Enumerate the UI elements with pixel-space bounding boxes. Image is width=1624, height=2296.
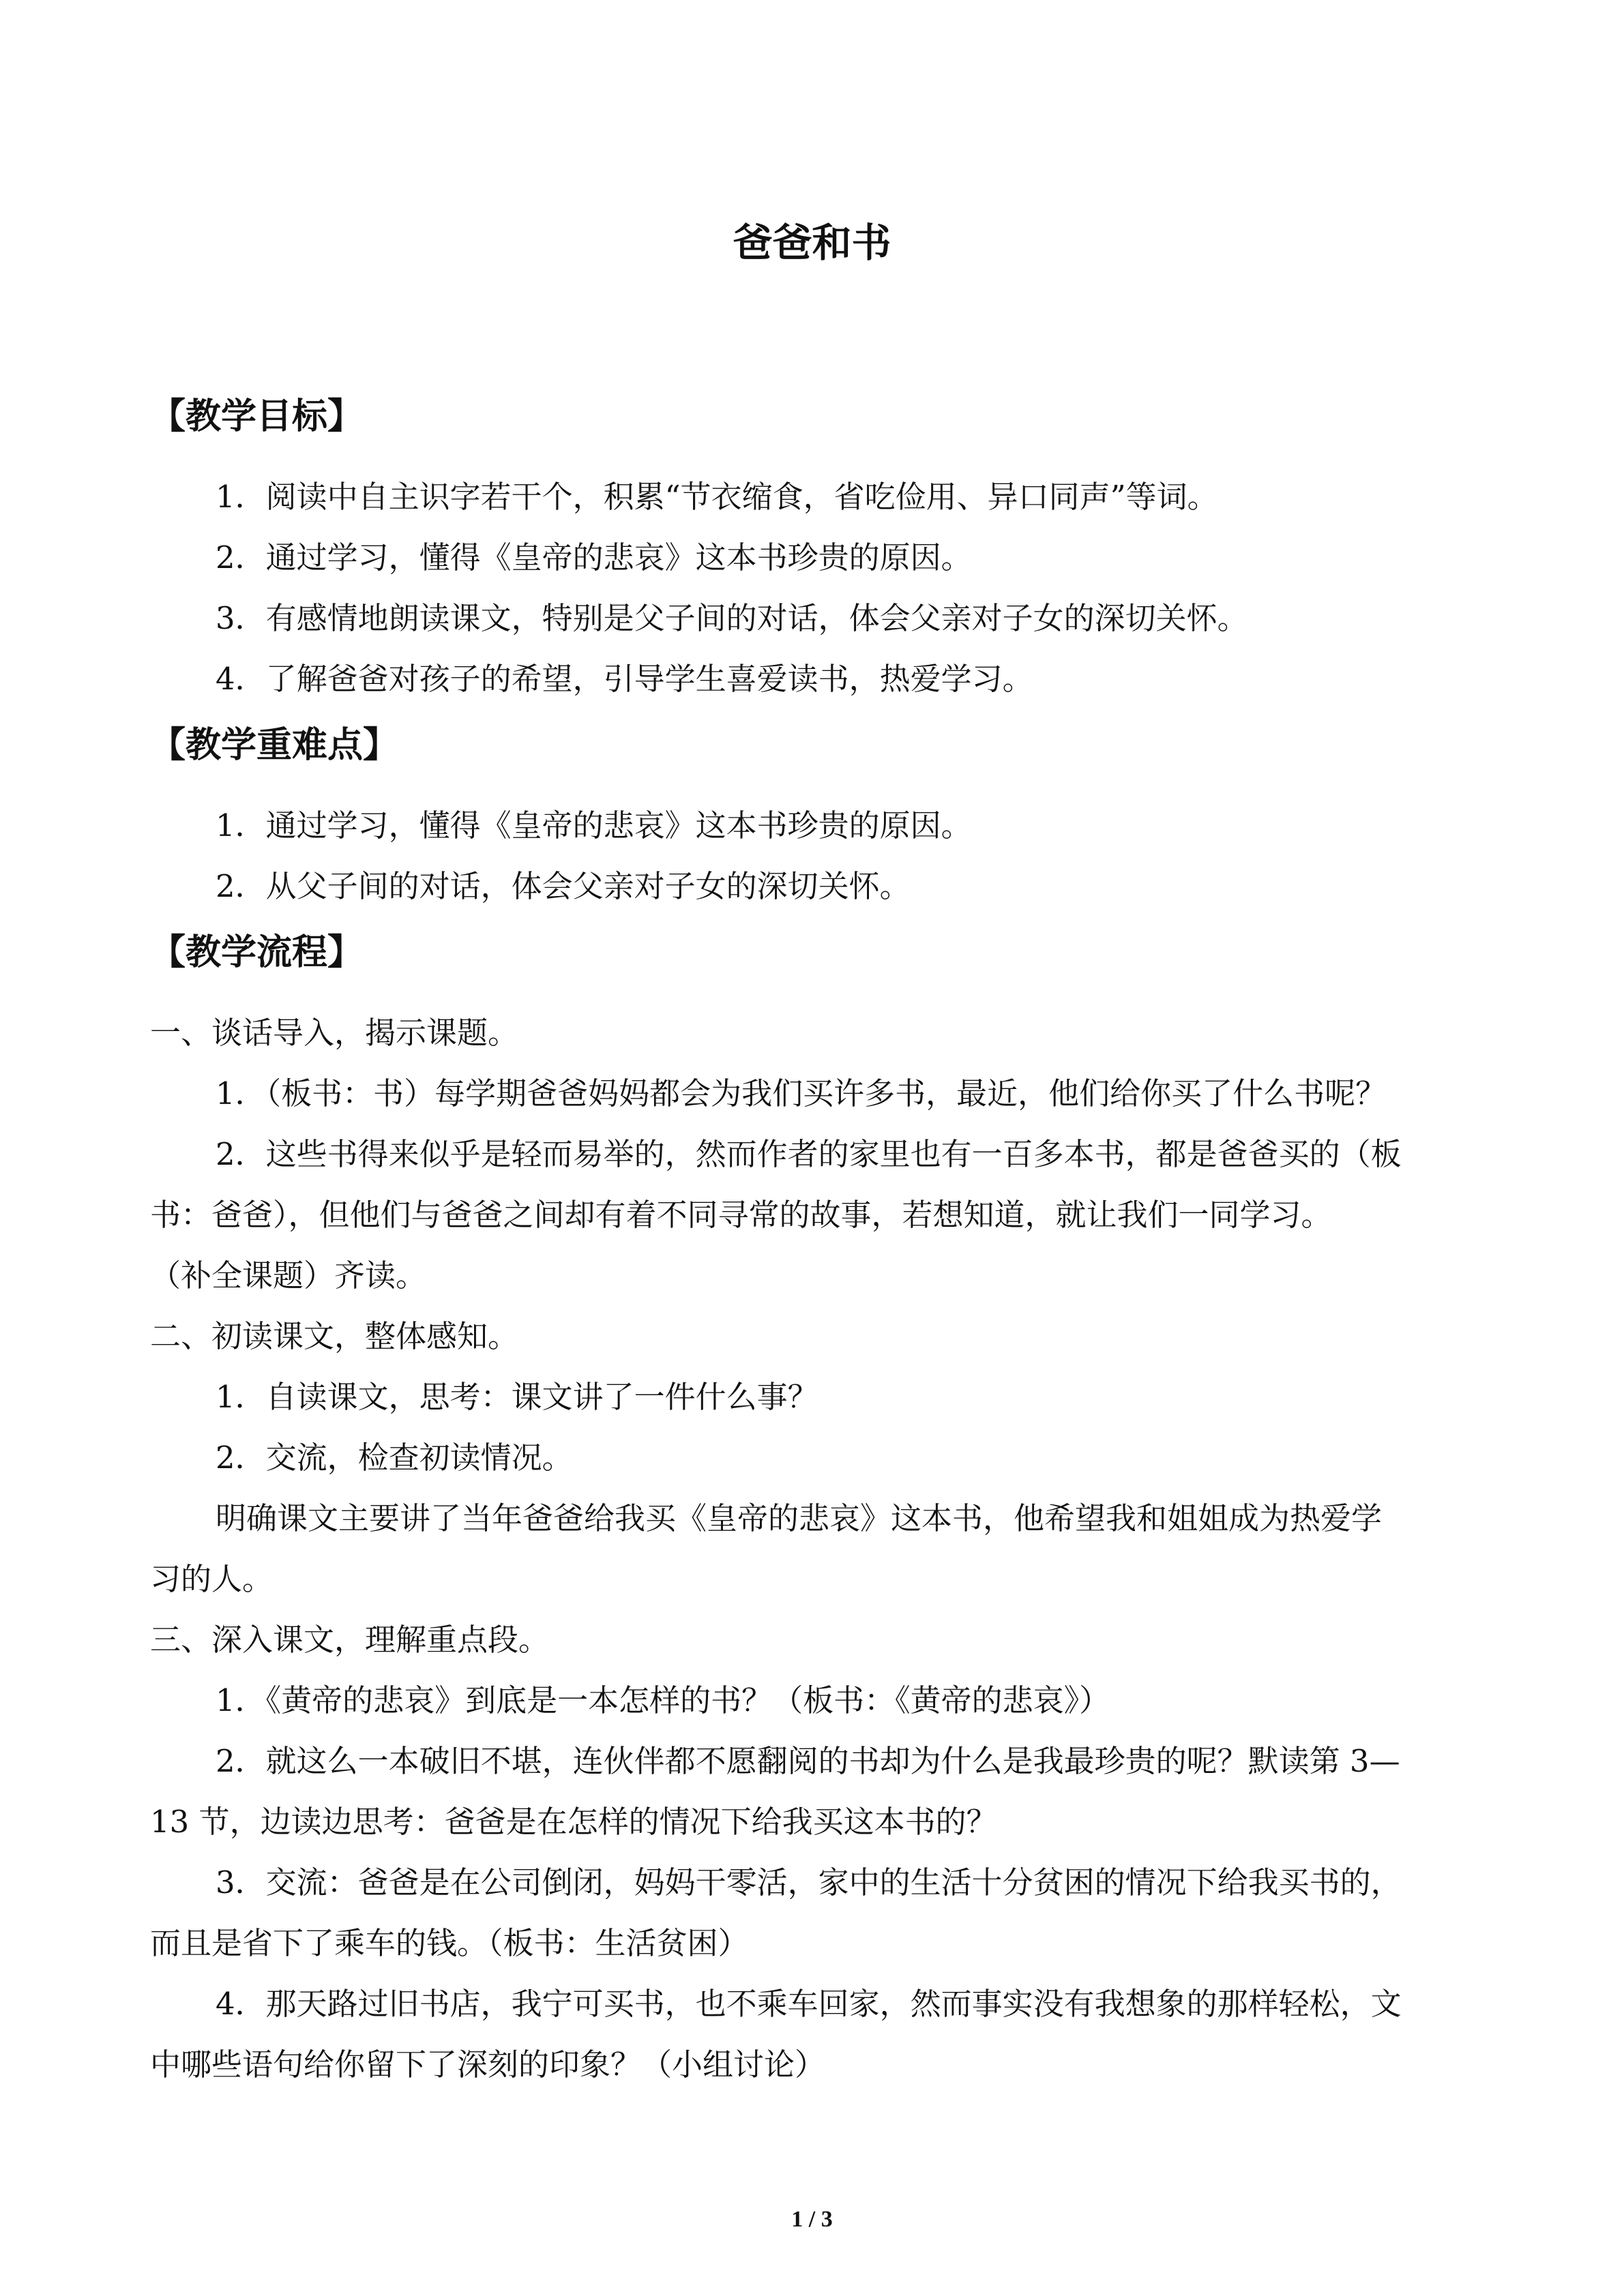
process-paragraph-line: 3．交流：爸爸是在公司倒闭，妈妈干零活，家中的生活十分贫困的情况下给我买书的， — [216, 1864, 1402, 1900]
process-paragraph-line: 中哪些语句给你留下了深刻的印象？（小组讨论） — [150, 2046, 826, 2083]
goal-item-4: 4．了解爸爸对孩子的希望，引导学生喜爱读书，热爱学习。 — [216, 661, 1033, 697]
section-heading-teaching-process: 【教学流程】 — [150, 931, 364, 973]
process-paragraph-line: 2．这些书得来似乎是轻而易举的，然而作者的家里也有一百多本书，都是爸爸买的（板 — [216, 1136, 1402, 1172]
goal-item-1: 1．阅读中自主识字若干个，积累“节衣缩食，省吃俭用、异口同声”等词。 — [216, 479, 1218, 515]
section-heading-teaching-goals: 【教学目标】 — [150, 396, 364, 437]
process-step-heading: 一、谈话导入，揭示课题。 — [150, 1015, 519, 1051]
process-paragraph-line: 4．那天路过旧书店，我宁可买书，也不乘车回家，然而事实没有我想象的那样轻松，文 — [216, 1986, 1402, 2022]
key-point-item-2: 2．从父子间的对话，体会父亲对子女的深切关怀。 — [216, 868, 911, 904]
goal-item-2: 2．通过学习，懂得《皇帝的悲哀》这本书珍贵的原因。 — [216, 539, 972, 576]
process-paragraph-line: 2．就这么一本破旧不堪，连伙伴都不愿翻阅的书却为什么是我最珍贵的呢？默读第 3— — [216, 1743, 1400, 1779]
process-step-heading: 三、深入课文，理解重点段。 — [150, 1622, 550, 1658]
process-paragraph-line: 13 节，边读边思考：爸爸是在怎样的情况下给我买这本书的？ — [150, 1804, 997, 1840]
process-paragraph-line: 1．自读课文，思考：课文讲了一件什么事？ — [216, 1379, 818, 1415]
process-paragraph-line: 习的人。 — [150, 1561, 274, 1597]
document-title: 爸爸和书 — [733, 220, 891, 266]
process-paragraph-line: 而且是省下了乘车的钱。（板书：生活贫困） — [150, 1925, 749, 1961]
page-number: 1 / 3 — [791, 2207, 833, 2232]
process-paragraph-line: 明确课文主要讲了当年爸爸给我买《皇帝的悲哀》这本书，他希望我和姐姐成为热爱学 — [216, 1500, 1383, 1536]
process-paragraph-line: 书：爸爸），但他们与爸爸之间却有着不同寻常的故事，若想知道，就让我们一同学习。 — [150, 1197, 1332, 1233]
process-paragraph-line: （补全课题）齐读。 — [150, 1257, 427, 1294]
section-heading-key-points: 【教学重难点】 — [150, 724, 399, 766]
process-paragraph-line: 1．《黄帝的悲哀》到底是一本怎样的书？（板书：《黄帝的悲哀》） — [216, 1682, 1110, 1718]
process-paragraph-line: 1．（板书：书）每学期爸爸妈妈都会为我们买许多书，最近，他们给你买了什么书呢？ — [216, 1075, 1387, 1112]
key-point-item-1: 1．通过学习，懂得《皇帝的悲哀》这本书珍贵的原因。 — [216, 807, 972, 844]
process-step-heading: 二、初读课文，整体感知。 — [150, 1318, 519, 1354]
goal-item-3: 3．有感情地朗读课文，特别是父子间的对话，体会父亲对子女的深切关怀。 — [216, 600, 1248, 636]
process-paragraph-line: 2．交流，检查初读情况。 — [216, 1440, 573, 1476]
